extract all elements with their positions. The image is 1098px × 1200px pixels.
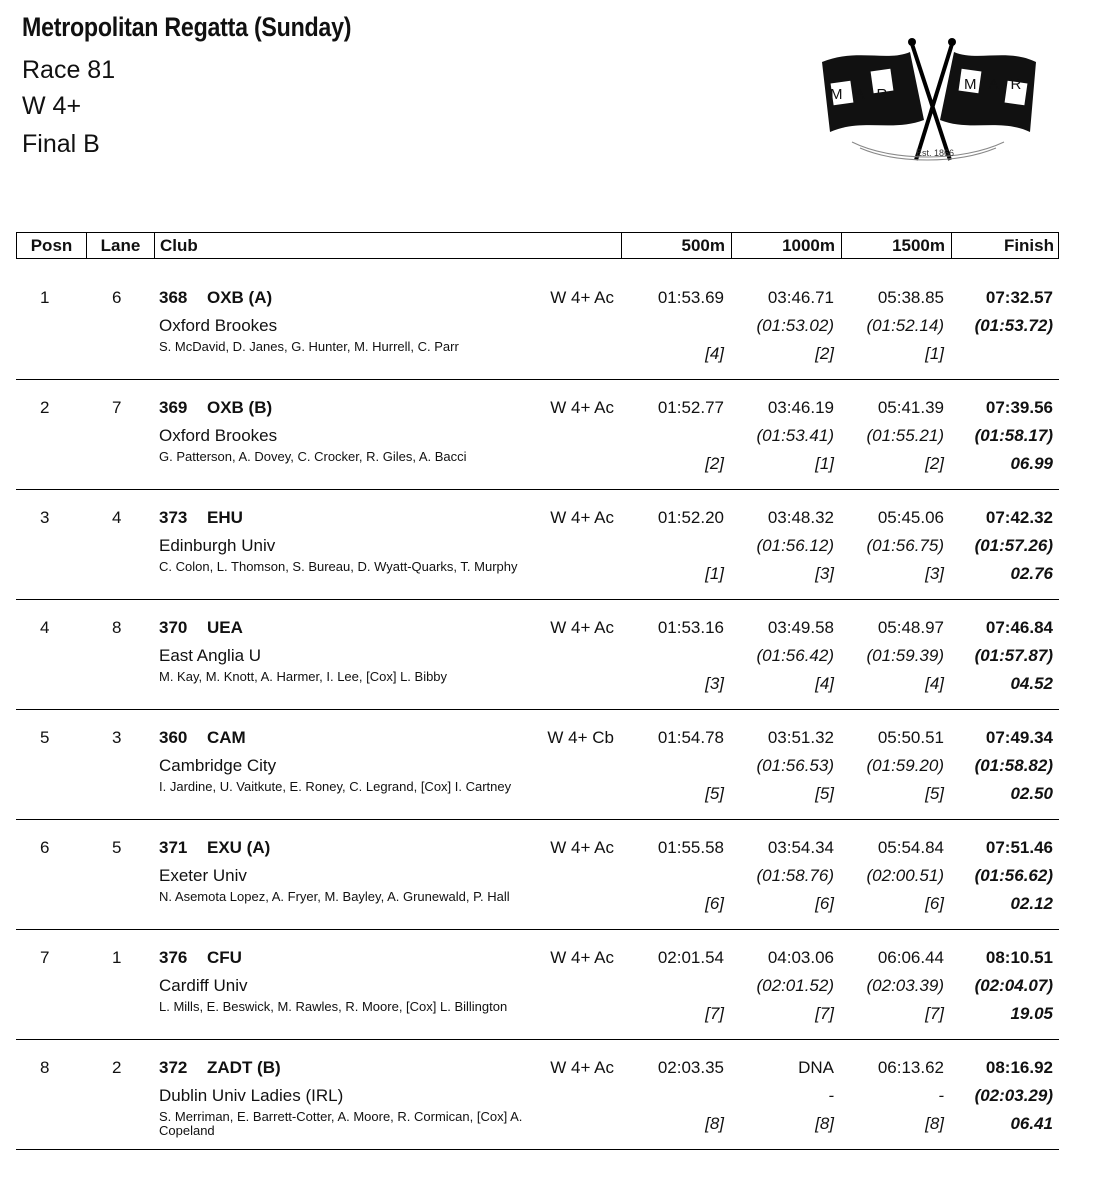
rank-1500m: [7] xyxy=(925,1004,944,1023)
rank-1500m: [6] xyxy=(925,894,944,913)
finish-time: 07:32.57 xyxy=(985,288,1053,307)
lane: 1 xyxy=(112,948,122,967)
crew-number: 360 xyxy=(159,728,188,747)
lane: 7 xyxy=(112,398,122,417)
time-1500m: 05:48.97 xyxy=(877,618,944,637)
time-1000m: 03:46.19 xyxy=(767,398,834,417)
time-1500m: 05:41.39 xyxy=(877,398,944,417)
lane: 4 xyxy=(112,508,122,527)
time-500m: 02:03.35 xyxy=(657,1058,724,1077)
crew-code: CFU xyxy=(207,948,242,967)
club-name: Cardiff Univ xyxy=(159,976,248,995)
race-number: Race 81 xyxy=(22,56,116,84)
club-name: Cambridge City xyxy=(159,756,277,775)
col-1000m: 1000m xyxy=(732,233,842,258)
row-divider xyxy=(16,1149,1059,1150)
event-category: W 4+ Ac xyxy=(550,838,614,857)
event-category: W 4+ Ac xyxy=(550,288,614,307)
logo-left-text: MAR xyxy=(830,86,900,103)
crew-number: 371 xyxy=(159,838,188,857)
time-500m: 02:01.54 xyxy=(657,948,724,967)
time-1000m: DNA xyxy=(798,1058,834,1077)
rank-500m: [2] xyxy=(705,454,724,473)
time-1000m: 04:03.06 xyxy=(767,948,834,967)
time-1000m: 03:51.32 xyxy=(767,728,834,747)
finish-time: 07:51.46 xyxy=(985,838,1053,857)
lane: 2 xyxy=(112,1058,122,1077)
margin: 06.99 xyxy=(1010,454,1053,473)
split-1500m: - xyxy=(938,1086,944,1105)
rank-500m: [4] xyxy=(705,344,724,363)
position: 7 xyxy=(40,948,50,967)
time-500m: 01:53.16 xyxy=(657,618,724,637)
time-500m: 01:53.69 xyxy=(657,288,724,307)
club-name: Exeter Univ xyxy=(159,866,247,885)
rank-1000m: [3] xyxy=(815,564,834,583)
col-500m: 500m xyxy=(622,233,732,258)
rank-1500m: [4] xyxy=(925,674,944,693)
crew-code: CAM xyxy=(207,728,246,747)
split-1500m: (02:00.51) xyxy=(866,866,944,885)
rank-1500m: [5] xyxy=(925,784,944,803)
crew-members: M. Kay, M. Knott, A. Harmer, I. Lee, [Cox] L. Bibby xyxy=(159,669,448,684)
crew-members: S. Merriman, E. Barrett-Cotter, A. Moore, R. Cormican, [Cox] A. Copeland xyxy=(159,1109,523,1138)
split-1500m: (01:56.75) xyxy=(866,536,944,555)
position: 1 xyxy=(40,288,50,307)
split-1000m: (01:58.76) xyxy=(756,866,834,885)
event-category: W 4+ Ac xyxy=(550,948,614,967)
rank-500m: [5] xyxy=(705,784,724,803)
crew-code: OXB (A) xyxy=(207,288,273,307)
time-500m: 01:52.20 xyxy=(657,508,724,527)
club-name: Dublin Univ Ladies (IRL) xyxy=(159,1086,344,1105)
club-name: East Anglia U xyxy=(159,646,262,665)
rank-500m: [1] xyxy=(705,564,724,583)
split-1500m: (01:59.39) xyxy=(866,646,944,665)
club-name: Oxford Brookes xyxy=(159,426,278,445)
col-lane: Lane xyxy=(87,233,155,258)
lane: 5 xyxy=(112,838,122,857)
crew-number: 373 xyxy=(159,508,188,527)
margin: 02.50 xyxy=(1010,784,1053,803)
split-finish: (01:56.62) xyxy=(974,866,1053,885)
rank-1500m: [1] xyxy=(925,344,944,363)
crew-number: 369 xyxy=(159,398,188,417)
col-club: Club xyxy=(155,233,622,258)
finish-time: 07:46.84 xyxy=(985,618,1053,637)
crew-code: ZADT (B) xyxy=(207,1058,281,1077)
result-row xyxy=(16,380,1059,490)
rank-500m: [3] xyxy=(705,674,724,693)
crew-members: C. Colon, L. Thomson, S. Bureau, D. Wyatt-Quarks, T. Murphy xyxy=(159,559,518,574)
split-finish: (01:57.87) xyxy=(974,646,1053,665)
rank-1000m: [8] xyxy=(815,1114,834,1133)
crew-number: 376 xyxy=(159,948,188,967)
lane: 3 xyxy=(112,728,122,747)
col-1500m: 1500m xyxy=(842,233,952,258)
rank-1000m: [1] xyxy=(815,454,834,473)
position: 8 xyxy=(40,1058,50,1077)
result-row xyxy=(16,820,1059,930)
time-1500m: 05:38.85 xyxy=(877,288,944,307)
regatta-logo xyxy=(812,32,1044,166)
rank-500m: [6] xyxy=(705,894,724,913)
split-1000m: (02:01.52) xyxy=(756,976,834,995)
rank-1000m: [4] xyxy=(815,674,834,693)
logo-established: Est. 1866 xyxy=(916,148,955,158)
split-1000m: (01:56.12) xyxy=(756,536,834,555)
split-1000m: (01:53.41) xyxy=(756,426,834,445)
crew-number: 372 xyxy=(159,1058,188,1077)
finish-time: 07:39.56 xyxy=(985,398,1053,417)
event-category: W 4+ Ac xyxy=(550,618,614,637)
time-1500m: 05:45.06 xyxy=(877,508,944,527)
split-1000m: (01:56.53) xyxy=(756,756,834,775)
club-name: Oxford Brookes xyxy=(159,316,278,335)
split-1500m: (01:55.21) xyxy=(866,426,944,445)
crew-number: 368 xyxy=(159,288,188,307)
split-finish: (01:53.72) xyxy=(974,316,1053,335)
result-row xyxy=(16,270,1059,380)
split-finish: (01:58.17) xyxy=(974,426,1053,445)
race-stage: Final B xyxy=(22,130,100,158)
crew-code: OXB (B) xyxy=(207,398,273,417)
position: 6 xyxy=(40,838,50,857)
crew-members: N. Asemota Lopez, A. Fryer, M. Bayley, A. Grunewald, P. Hall xyxy=(159,889,510,904)
split-1000m: - xyxy=(828,1086,834,1105)
event-category: W 4+ Ac xyxy=(550,398,614,417)
time-1000m: 03:54.34 xyxy=(767,838,834,857)
finish-time: 08:10.51 xyxy=(985,948,1053,967)
lane: 6 xyxy=(112,288,122,307)
time-1500m: 05:50.51 xyxy=(877,728,944,747)
col-posn: Posn xyxy=(17,233,87,258)
position: 5 xyxy=(40,728,50,747)
time-1500m: 06:06.44 xyxy=(877,948,944,967)
crew-code: UEA xyxy=(207,618,243,637)
time-1500m: 05:54.84 xyxy=(877,838,944,857)
lane: 8 xyxy=(112,618,122,637)
result-row xyxy=(16,490,1059,600)
time-1000m: 03:48.32 xyxy=(767,508,834,527)
rank-1000m: [5] xyxy=(815,784,834,803)
rank-500m: [8] xyxy=(705,1114,724,1133)
result-row xyxy=(16,710,1059,820)
crew-code: EXU (A) xyxy=(207,838,271,857)
margin: 06.41 xyxy=(1010,1114,1053,1133)
position: 3 xyxy=(40,508,50,527)
split-1000m: (01:53.02) xyxy=(756,316,834,335)
rank-500m: [7] xyxy=(705,1004,724,1023)
crew-number: 370 xyxy=(159,618,188,637)
split-finish: (01:58.82) xyxy=(974,756,1053,775)
rank-1500m: [2] xyxy=(925,454,944,473)
split-1500m: (02:03.39) xyxy=(866,976,944,995)
position: 2 xyxy=(40,398,50,417)
margin: 04.52 xyxy=(1010,674,1053,693)
rank-1000m: [6] xyxy=(815,894,834,913)
rank-1000m: [2] xyxy=(815,344,834,363)
rank-1500m: [8] xyxy=(925,1114,944,1133)
logo-right-text: MAR xyxy=(964,76,1034,93)
crew-members: I. Jardine, U. Vaitkute, E. Roney, C. Legrand, [Cox] I. Cartney xyxy=(159,779,512,794)
club-name: Edinburgh Univ xyxy=(159,536,276,555)
split-finish: (01:57.26) xyxy=(974,536,1053,555)
split-1500m: (01:59.20) xyxy=(866,756,944,775)
time-500m: 01:55.58 xyxy=(657,838,724,857)
rank-1500m: [3] xyxy=(925,564,944,583)
crew-code: EHU xyxy=(207,508,243,527)
result-row xyxy=(16,600,1059,710)
event-category: W 4+ Ac xyxy=(550,508,614,527)
finish-time: 08:16.92 xyxy=(985,1058,1053,1077)
crew-members: S. McDavid, D. Janes, G. Hunter, M. Hurrell, C. Parr xyxy=(159,339,459,354)
time-1500m: 06:13.62 xyxy=(877,1058,944,1077)
time-1000m: 03:46.71 xyxy=(767,288,834,307)
finish-time: 07:49.34 xyxy=(985,728,1053,747)
col-finish: Finish xyxy=(1003,236,1054,255)
crew-members: G. Patterson, A. Dovey, C. Crocker, R. Giles, A. Bacci xyxy=(159,449,467,464)
finish-time: 07:42.32 xyxy=(985,508,1053,527)
split-finish: (02:03.29) xyxy=(974,1086,1053,1105)
result-row xyxy=(16,930,1059,1040)
time-500m: 01:52.77 xyxy=(657,398,724,417)
split-1500m: (01:52.14) xyxy=(866,316,944,335)
position: 4 xyxy=(40,618,50,637)
page-title: Metropolitan Regatta (Sunday) xyxy=(22,12,352,42)
time-1000m: 03:49.58 xyxy=(767,618,834,637)
margin: 02.76 xyxy=(1010,564,1053,583)
time-500m: 01:54.78 xyxy=(657,728,724,747)
event-category: W 4+ Ac xyxy=(550,1058,614,1077)
result-row xyxy=(16,1040,1059,1150)
event-name: W 4+ xyxy=(22,92,82,120)
split-finish: (02:04.07) xyxy=(974,976,1053,995)
split-1000m: (01:56.42) xyxy=(756,646,834,665)
margin: 02.12 xyxy=(1010,894,1053,913)
crew-members: L. Mills, E. Beswick, M. Rawles, R. Moore, [Cox] L. Billington xyxy=(159,999,508,1014)
results-header xyxy=(16,232,1059,259)
margin: 19.05 xyxy=(1010,1004,1053,1023)
rank-1000m: [7] xyxy=(815,1004,834,1023)
event-category: W 4+ Cb xyxy=(547,728,614,747)
